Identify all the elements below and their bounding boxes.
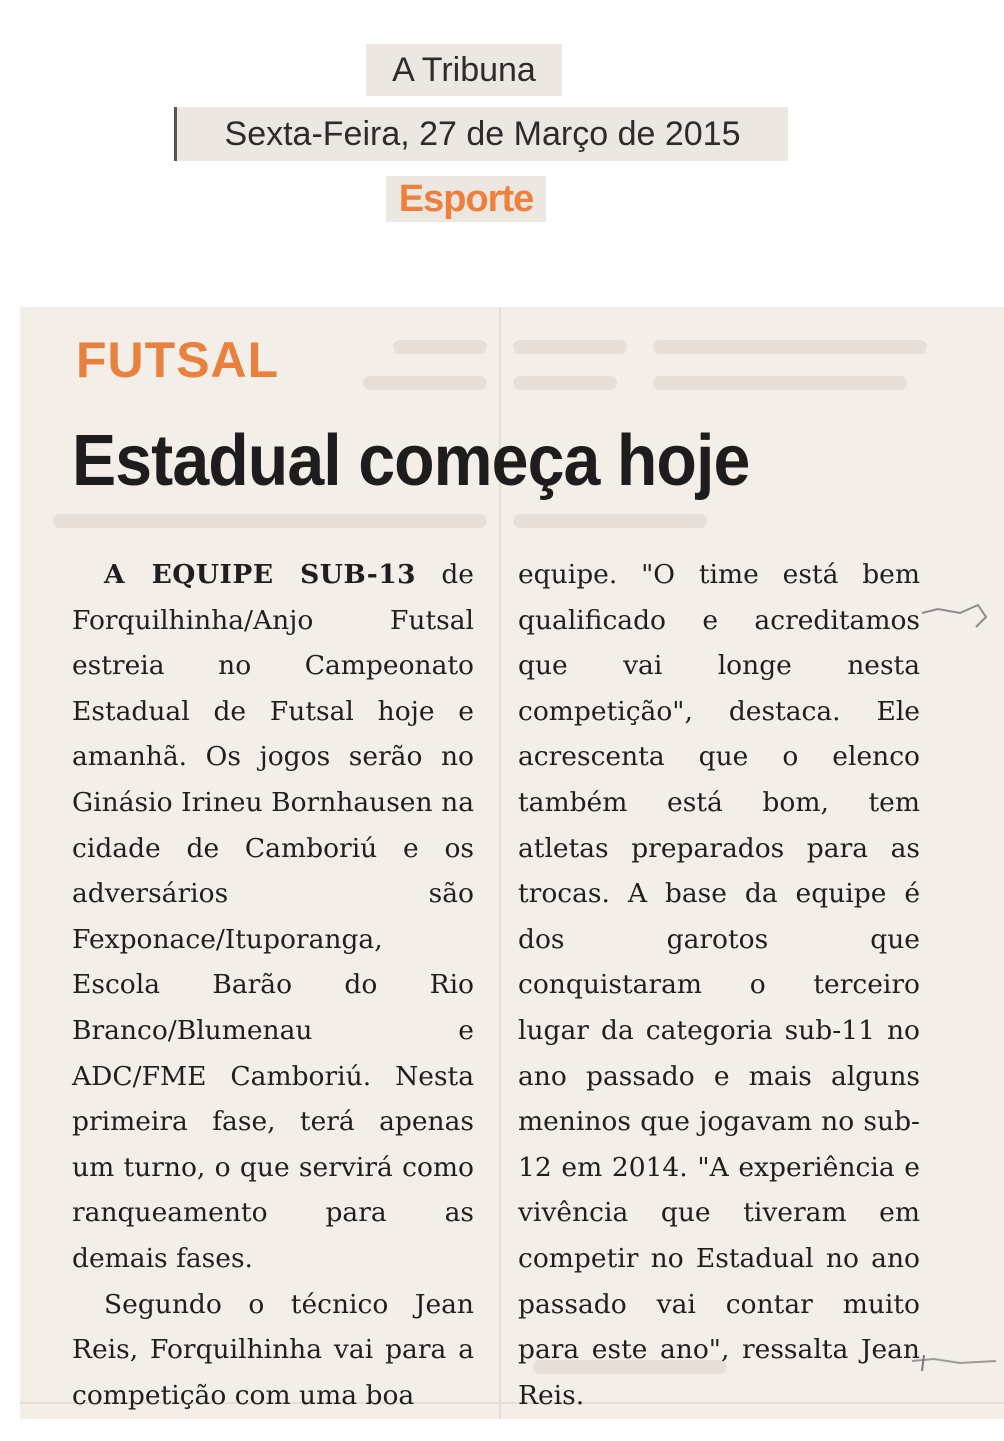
article-column-right [518, 552, 920, 1418]
staple-mark-bottom [910, 1347, 1000, 1377]
article-paragraph-1-text: de Forquilhinha/Anjo Futsal estreia no Campeonato Estadual de Futsal hoje e amanhã. Os jogos serão no Ginásio Irineu Bornhausen na cidade de Camboriú e os adversários são Fexponace/Ituporanga, Escola Barão do Rio Branco/Blumenau e ADC/FME Camboriú. Nesta primeira fase, terá apenas um turno, o que servirá como ranqueamento para as demais fases. [72, 559, 474, 1274]
article-kicker: FUTSAL [76, 332, 280, 388]
article-paragraph-1 [72, 552, 474, 1282]
publication-date: Sexta-Feira, 27 de Março de 2015 [174, 107, 788, 161]
newspaper-clipping [20, 307, 1004, 1419]
article-paragraph-2: Segundo o técnico Jean Reis, Forquilhinha vai para a competição com uma boa [72, 1288, 474, 1411]
staple-mark-top [920, 595, 990, 635]
section-label: Esporte [386, 176, 546, 222]
newspaper-name: A Tribuna [366, 44, 562, 96]
article-paragraph-3: equipe. "O time está bem qualificado e acreditamos que vai longe nesta competição", destaca. Ele acrescenta que o elenco também está bom, tem atletas preparados para as trocas. A base da equipe é dos garotos que conquistaram o terceiro lugar da categoria sub-11 no ano passado e mais alguns meninos que jogavam no sub-12 em 2014. "A experiência e vivência que tiveram em competir no Estadual no ano passado vai contar muito para este ano", ressalta Jean Reis. [518, 559, 920, 1411]
article-column-left [72, 552, 474, 1418]
article-headline: Estadual começa hoje [72, 421, 750, 501]
article-lead: A EQUIPE SUB-13 [104, 559, 417, 590]
